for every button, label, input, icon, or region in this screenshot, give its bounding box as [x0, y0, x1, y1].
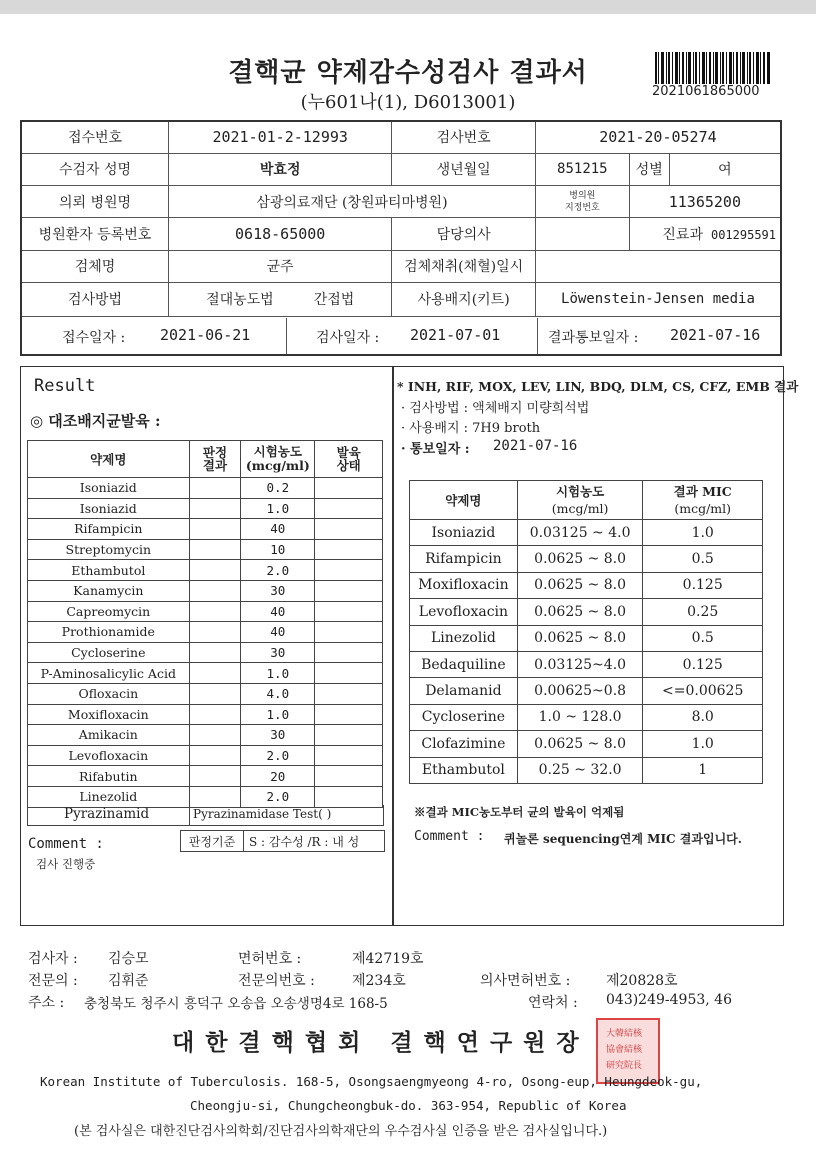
left-comment: 검사 진행중 — [36, 857, 96, 871]
table-row — [410, 704, 763, 730]
mic-result-cell: 0.5 — [643, 625, 763, 651]
mic-drug-cell: Rifampicin — [410, 546, 518, 572]
judge-cell — [189, 786, 241, 807]
receive-date: 2021-06-21 — [160, 325, 251, 344]
judge-cell — [189, 580, 241, 601]
result-label: Result — [34, 376, 96, 396]
pza-drug: Pyrazinamid — [64, 806, 150, 822]
examiner-label: 검사자 : — [28, 951, 78, 967]
judge-cell — [189, 683, 241, 704]
mic-result-cell: 0.125 — [643, 572, 763, 598]
mic-drug-cell: Moxifloxacin — [410, 572, 518, 598]
doctor-value — [535, 218, 629, 250]
mic-range-cell: 0.00625~0.8 — [517, 678, 643, 704]
table-row — [28, 766, 383, 787]
judge-cell — [189, 663, 241, 684]
pza-test: Pyrazinamidase Test( ) — [193, 807, 332, 821]
growth-cell — [315, 663, 383, 684]
results-divider — [392, 366, 394, 925]
conc-cell: 2.0 — [241, 786, 315, 807]
judge-cell — [189, 498, 241, 519]
drug-cell: Levofloxacin — [28, 745, 190, 766]
hospital-code-label — [535, 186, 629, 218]
conc-cell: 20 — [241, 766, 315, 787]
mic-result-cell: 0.25 — [643, 599, 763, 625]
barcode-number: 2021061865000 — [652, 84, 760, 99]
table-row — [28, 683, 383, 704]
table-row — [28, 663, 383, 684]
judge-cell — [189, 601, 241, 622]
growth-cell — [315, 622, 383, 643]
mic-col-result-line1: 결과 MIC — [673, 484, 732, 499]
mic-col-result-line2: (mcg/ml) — [674, 501, 732, 516]
table-row — [28, 725, 383, 746]
birth-label: 생년월일 — [392, 153, 536, 185]
dept-code: 001295591 — [710, 227, 776, 242]
hospital-code-label-line2: 지정번호 — [564, 202, 600, 213]
patient-name-label: 수검자 성명 — [21, 153, 169, 185]
patient-name: 박효정 — [169, 153, 392, 185]
table-row — [28, 478, 383, 499]
drug-cell: Streptomycin — [28, 539, 190, 560]
mic-drug-cell: Delamanid — [410, 678, 518, 704]
drug-cell: Rifabutin — [28, 766, 190, 787]
mic-col-conc — [517, 481, 643, 520]
table-row — [410, 625, 763, 651]
birth-value: 851215 — [535, 153, 629, 185]
address-label: 주소 : — [28, 995, 65, 1011]
criteria-label: 판정기준 — [188, 835, 236, 849]
mic-method-line: · 검사방법 : 액체배지 미량희석법 — [401, 401, 590, 416]
conc-cell: 0.2 — [241, 478, 315, 499]
conc-cell: 10 — [241, 539, 315, 560]
method-value — [169, 282, 392, 316]
growth-cell — [315, 560, 383, 581]
table-row — [410, 520, 763, 546]
growth-cell — [315, 498, 383, 519]
media-value: Löwenstein-Jensen media — [535, 282, 781, 316]
collection-label: 검체채취(채혈)일시 — [392, 250, 536, 282]
mic-note: ※결과 MIC농도부터 균의 발육이 억제됨 — [414, 805, 625, 819]
specimen-value: 균주 — [169, 250, 392, 282]
official-seal: 大韓結核 協會結核 研究院長 — [596, 1018, 660, 1084]
drug-cell: Kanamycin — [28, 580, 190, 601]
doctor-license-label: 의사면허번호 : — [480, 973, 571, 989]
mic-col-result — [643, 481, 763, 520]
col-conc-header — [241, 441, 315, 478]
dept-cell — [629, 218, 781, 250]
mic-drug-cell: Bedaquiline — [410, 651, 518, 677]
table-row — [410, 757, 763, 783]
notify-date: 2021-07-16 — [670, 325, 761, 344]
mic-range-cell: 0.0625 ~ 8.0 — [517, 546, 643, 572]
test-date-label: 검사일자 : — [316, 329, 380, 346]
judge-cell — [189, 704, 241, 725]
growth-cell — [315, 786, 383, 807]
contact-value: 043)249-4953, 46 — [606, 992, 732, 1008]
control-growth-title: ◎ 대조배지균발육 : — [30, 412, 161, 430]
col-conc-line2: (mcg/ml) — [245, 458, 310, 473]
mic-range-cell: 0.25 ~ 32.0 — [517, 757, 643, 783]
mic-result-cell: 0.5 — [643, 546, 763, 572]
drug-cell: P-Aminosalicylic Acid — [28, 663, 190, 684]
exam-no: 2021-20-05274 — [535, 121, 781, 153]
mic-col-conc-line2: (mcg/ml) — [551, 501, 609, 516]
growth-cell — [315, 478, 383, 499]
drug-cell: Linezolid — [28, 786, 190, 807]
conc-cell: 1.0 — [241, 498, 315, 519]
hospital-name: 삼광의료재단 (창원파티마병원) — [169, 186, 536, 218]
registration-no: 0618-65000 — [169, 218, 392, 250]
judge-cell — [189, 560, 241, 581]
judge-cell — [189, 622, 241, 643]
mic-drugs-line: * INH, RIF, MOX, LEV, LIN, BDQ, DLM, CS, CFZ, EMB 결과 — [397, 379, 799, 394]
table-row — [28, 580, 383, 601]
registration-no-label: 병원환자 등록번호 — [21, 218, 169, 250]
specimen-label: 검체명 — [21, 250, 169, 282]
right-comment-label: Comment : — [414, 829, 485, 844]
table-row — [410, 572, 763, 598]
drug-cell: Ethambutol — [28, 560, 190, 581]
table-row — [28, 498, 383, 519]
mic-range-cell: 0.0625 ~ 8.0 — [517, 572, 643, 598]
mic-range-cell: 0.03125 ~ 4.0 — [517, 520, 643, 546]
col-growth-header — [315, 441, 383, 478]
sex-label: 성별 — [629, 153, 669, 185]
institute-name: 대한결핵협회 결핵연구원장 — [172, 1029, 590, 1056]
col-drug-header: 약제명 — [28, 441, 190, 478]
mic-notify-label: · 통보일자 : — [401, 442, 470, 457]
growth-cell — [315, 519, 383, 540]
table-row — [28, 642, 383, 663]
mic-range-cell: 1.0 ~ 128.0 — [517, 704, 643, 730]
method-absolute: 절대농도법 — [206, 292, 274, 309]
mic-result-cell: 1.0 — [643, 731, 763, 757]
document-title: 결핵균 약제감수성검사 결과서 — [228, 58, 588, 88]
mic-drug-cell: Clofazimine — [410, 731, 518, 757]
conc-cell: 40 — [241, 519, 315, 540]
mic-range-cell: 0.03125~4.0 — [517, 651, 643, 677]
growth-cell — [315, 766, 383, 787]
specialist-name: 김휘준 — [108, 973, 149, 989]
certification-note: (본 검사실은 대한진단검사의학회/진단검사의학재단의 우수검사실 인증을 받은 검사실입니다.) — [74, 1124, 608, 1139]
table-row — [28, 745, 383, 766]
drug-cell: Amikacin — [28, 725, 190, 746]
judge-cell — [189, 745, 241, 766]
exam-no-label: 검사번호 — [392, 121, 536, 153]
growth-cell — [315, 683, 383, 704]
table-row — [28, 601, 383, 622]
right-comment: 퀴놀론 sequencing연계 MIC 결과입니다. — [504, 832, 742, 846]
drug-cell: Isoniazid — [28, 498, 190, 519]
mic-col-conc-line1: 시험농도 — [555, 484, 605, 499]
receive-date-label: 접수일자 : — [62, 329, 126, 346]
mic-drug-cell: Levofloxacin — [410, 599, 518, 625]
mic-drug-cell: Cycloserine — [410, 704, 518, 730]
conc-cell: 30 — [241, 642, 315, 663]
judge-cell — [189, 766, 241, 787]
doctor-label: 담당의사 — [392, 218, 536, 250]
table-row — [410, 651, 763, 677]
table-row — [28, 704, 383, 725]
growth-cell — [315, 601, 383, 622]
license-label: 면허번호 : — [238, 951, 302, 967]
drug-cell: Ofloxacin — [28, 683, 190, 704]
growth-cell — [315, 725, 383, 746]
growth-cell — [315, 539, 383, 560]
specialist-label: 전문의 : — [28, 973, 78, 989]
drug-cell: Isoniazid — [28, 478, 190, 499]
address-value: 충청북도 청주시 흥덕구 오송읍 오송생명4로 168-5 — [84, 996, 388, 1012]
contact-label: 연락처 : — [528, 995, 578, 1011]
criteria-box — [180, 830, 385, 852]
table-row — [28, 786, 383, 807]
method-label: 검사방법 — [21, 282, 169, 316]
dates-row — [21, 317, 781, 355]
table-row — [28, 560, 383, 581]
conc-cell: 40 — [241, 601, 315, 622]
mic-result-cell: 0.125 — [643, 651, 763, 677]
mic-result-cell: <=0.00625 — [643, 678, 763, 704]
license-value: 제42719호 — [352, 951, 424, 967]
table-row — [28, 622, 383, 643]
col-judge-line1: 판정 — [202, 445, 228, 460]
mic-range-cell: 0.0625 ~ 8.0 — [517, 731, 643, 757]
conc-cell: 2.0 — [241, 745, 315, 766]
col-judge-header — [189, 441, 241, 478]
col-growth-line1: 발육 — [336, 445, 361, 460]
mic-notify-date: 2021-07-16 — [493, 438, 578, 454]
collection-value — [535, 250, 781, 282]
pza-row — [27, 805, 384, 826]
specialist-no-label: 전문의번호 : — [238, 973, 315, 989]
media-label: 사용배지(키트) — [392, 282, 536, 316]
mic-result-cell: 8.0 — [643, 704, 763, 730]
table-row — [410, 599, 763, 625]
judge-cell — [189, 478, 241, 499]
mic-result-cell: 1.0 — [643, 520, 763, 546]
growth-cell — [315, 704, 383, 725]
growth-cell — [315, 580, 383, 601]
dept-label: 진료과 — [662, 226, 703, 243]
hospital-code-label-line1: 병의원 — [569, 190, 596, 201]
mic-col-drug: 약제명 — [410, 481, 518, 520]
specialist-no: 제234호 — [352, 973, 406, 989]
reception-no: 2021-01-2-12993 — [169, 121, 392, 153]
mic-range-cell: 0.0625 ~ 8.0 — [517, 599, 643, 625]
mic-drug-cell: Isoniazid — [410, 520, 518, 546]
conc-cell: 4.0 — [241, 683, 315, 704]
table-row — [410, 731, 763, 757]
mic-range-cell: 0.0625 ~ 8.0 — [517, 625, 643, 651]
growth-cell — [315, 745, 383, 766]
examiner-name: 김승모 — [108, 951, 149, 967]
conc-cell: 30 — [241, 725, 315, 746]
mic-media-line: · 사용배지 : 7H9 broth — [401, 421, 541, 436]
sex-value: 여 — [669, 153, 781, 185]
mic-table — [409, 480, 763, 784]
conc-cell: 30 — [241, 580, 315, 601]
reception-no-label: 접수번호 — [21, 121, 169, 153]
left-comment-label: Comment : — [28, 836, 104, 852]
drug-cell: Cycloserine — [28, 642, 190, 663]
top-band — [0, 0, 816, 14]
mic-drug-cell: Linezolid — [410, 625, 518, 651]
table-row — [410, 546, 763, 572]
mic-result-cell: 1 — [643, 757, 763, 783]
growth-cell — [315, 642, 383, 663]
method-indirect: 간접법 — [313, 292, 355, 309]
english-address-line2: Cheongju-si, Chungcheongbuk-do. 363-954, Republic of Korea — [190, 1098, 627, 1113]
judge-cell — [189, 519, 241, 540]
conc-cell: 1.0 — [241, 663, 315, 684]
hospital-code: 11365200 — [629, 186, 781, 218]
drug-cell: Prothionamide — [28, 622, 190, 643]
drug-cell: Capreomycin — [28, 601, 190, 622]
col-conc-line1: 시험농도 — [253, 444, 302, 459]
patient-info-table — [20, 120, 782, 356]
table-row — [28, 539, 383, 560]
barcode — [655, 52, 770, 84]
english-address-line1: Korean Institute of Tuberculosis. 168-5, Osongsaengmyeong 4-ro, Osong-eup, Heungdeok-gu, — [40, 1074, 703, 1089]
conc-cell: 1.0 — [241, 704, 315, 725]
conc-cell: 2.0 — [241, 560, 315, 581]
drug-cell: Moxifloxacin — [28, 704, 190, 725]
table-row — [410, 678, 763, 704]
criteria-text: S : 감수성 /R : 내 성 — [249, 835, 360, 849]
col-growth-line2: 상태 — [336, 458, 361, 473]
hospital-label: 의뢰 병원명 — [21, 186, 169, 218]
judge-cell — [189, 642, 241, 663]
document-subtitle: (누601나(1), D6013001) — [300, 92, 516, 113]
drug-cell: Rifampicin — [28, 519, 190, 540]
absolute-method-table — [27, 440, 383, 808]
test-date: 2021-07-01 — [410, 325, 501, 344]
judge-cell — [189, 539, 241, 560]
doctor-license: 제20828호 — [606, 973, 678, 989]
col-judge-line2: 결과 — [202, 458, 228, 473]
judge-cell — [189, 725, 241, 746]
table-row — [28, 519, 383, 540]
conc-cell: 40 — [241, 622, 315, 643]
notify-date-label: 결과통보일자 : — [548, 329, 639, 346]
mic-drug-cell: Ethambutol — [410, 757, 518, 783]
